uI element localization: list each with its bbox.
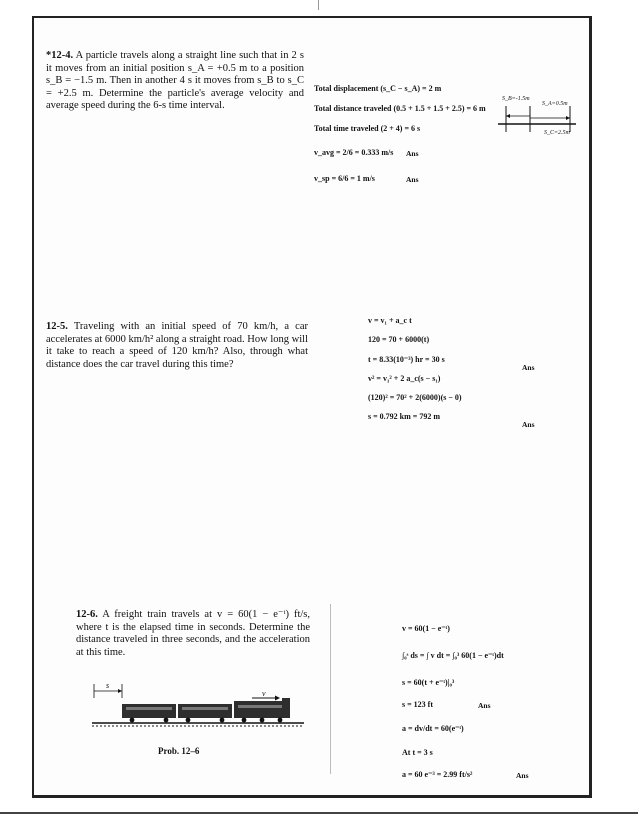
problem-text: A freight train travels at v = 60(1 − e⁻ᵗ) ft/s, where t is the elapsed time in seconds. Determine the distance traveled in three seconds, and the acceleration at this time. [76, 609, 311, 658]
solution-line: 120 = 70 + 6000(t) [368, 335, 430, 344]
problem-text: A particle travels along a straight line such that in 2 s it moves from an initial position s_A = +0.5 m to a position s_B = −1.5 m. Then in another 4 s it moves from s_B to s_C = +2.5 m. Determine the particle's average velocity and average speed during the 6-s time interval. [46, 50, 304, 112]
solution-line: Total time traveled (2 + 4) = 6 s [314, 124, 421, 133]
solution-line: v² = v₁² + 2 a_c(s − s₁) [368, 374, 441, 383]
problem-number: *12-4. [46, 50, 74, 61]
problem-12-6 [76, 609, 310, 659]
problem-12-5 [46, 321, 308, 371]
solution-line: At t = 3 s [402, 748, 433, 757]
solution-line: v = 60(1 − e⁻ᵗ) [402, 624, 450, 633]
page-edge-line [0, 812, 638, 814]
problem-12-4 [46, 50, 304, 113]
solution-line: s = 0.792 km = 792 m [368, 412, 441, 421]
solution-line: Total displacement (s_C − s_A) = 2 m [314, 84, 442, 93]
solution-line: (120)² = 70² + 2(6000)(s − 0) [368, 393, 462, 402]
answer-label: Ans [406, 175, 419, 184]
scan-mark [318, 0, 319, 10]
figure-caption: Prob. 12–6 [158, 746, 200, 756]
solution-line: s = 60(t + e⁻ᵗ)|₀³ [402, 678, 455, 687]
answer-label: Ans [522, 420, 535, 429]
sc-label: S_C=2.5m [544, 130, 570, 136]
freight-train-figure [92, 680, 306, 730]
problem-number: 12-5. [46, 321, 68, 332]
s-label: s [106, 681, 110, 690]
answer-label: Ans [522, 363, 535, 372]
solution-line: t = 8.33(10⁻³) hr = 30 s [368, 355, 445, 364]
sb-label: S_B=-1.5m [502, 96, 530, 102]
v-label: v [262, 689, 266, 698]
problem-number: 12-6. [76, 609, 98, 620]
solution-line: v_avg = 2/6 = 0.333 m/s [314, 148, 394, 157]
answer-label: Ans [406, 149, 419, 158]
solution-line: s = 123 ft [402, 700, 433, 709]
solution-line: v_sp = 6/6 = 1 m/s [314, 174, 375, 183]
solution-line: ∫₀ˢ ds = ∫ v dt = ∫₀³ 60(1 − e⁻ᵗ)dt [402, 651, 504, 660]
answer-label: Ans [516, 771, 529, 780]
margin-rule [330, 604, 331, 774]
textbook-page [32, 16, 592, 798]
problem-text: Traveling with an initial speed of 70 km/h, a car accelerates at 6000 km/h² along a straight road. How long will it take to reach a speed of 120 km/h? Also, through what distance does the car travel during this time? [46, 321, 308, 370]
solution-line: a = 60 e⁻³ = 2.99 ft/s² [402, 770, 473, 779]
answer-label: Ans [478, 701, 491, 710]
solution-line: v = v₁ + a_c t [368, 316, 412, 325]
solution-line: Total distance traveled (0.5 + 1.5 + 1.5 + 2.5) = 6 m [314, 104, 486, 113]
solution-line: a = dv/dt = 60(e⁻ᵗ) [402, 724, 464, 733]
sa-label: S_A=0.5m [542, 101, 568, 107]
